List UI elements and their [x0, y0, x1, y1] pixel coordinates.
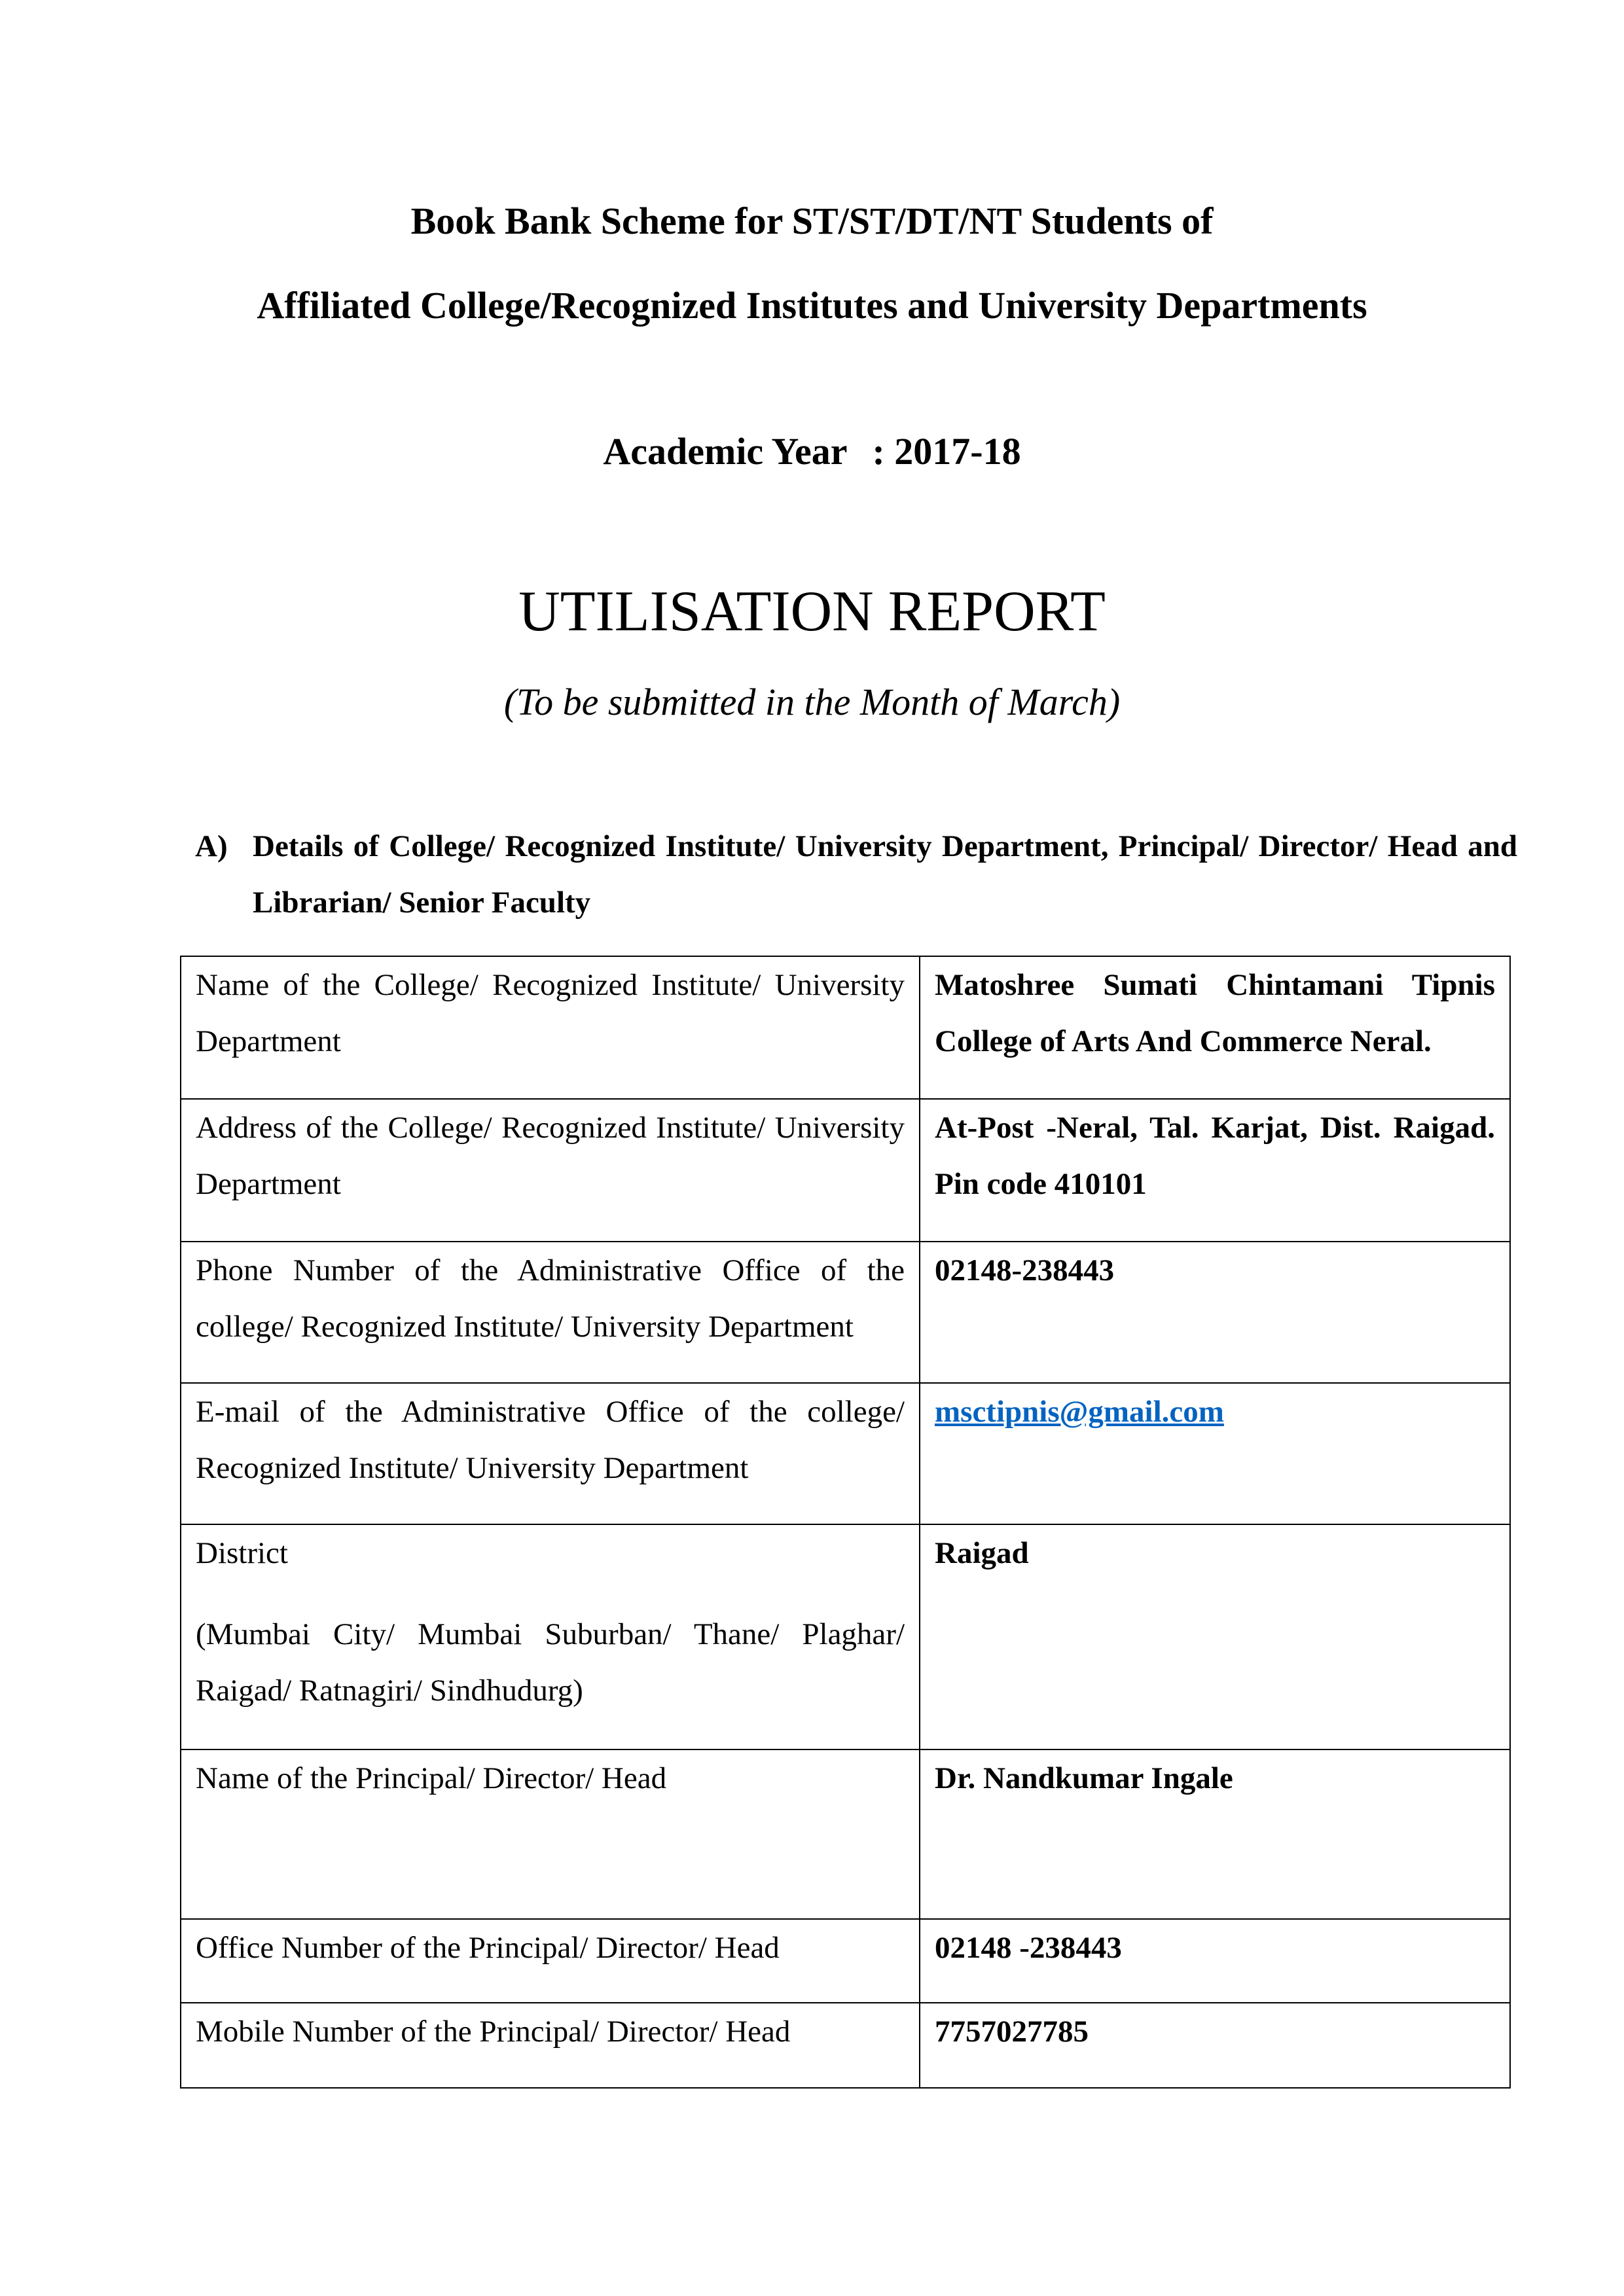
academic-year-value: : 2017-18 [872, 430, 1021, 473]
row-value-address: At-Post -Neral, Tal. Karjat, Dist. Raigad. Pin code 410101 [920, 1099, 1510, 1242]
row-label-mobile-number: Mobile Number of the Principal/ Director/ Head [181, 2003, 920, 2088]
row-label-phone: Phone Number of the Administrative Office of the college/ Recognized Institute/ University Department [181, 1242, 920, 1383]
row-label-address: Address of the College/ Recognized Institute/ University Department [181, 1099, 920, 1242]
scheme-title-line-2: Affiliated College/Recognized Institutes and University Departments [257, 284, 1367, 327]
details-table [180, 956, 1511, 2089]
academic-year [0, 429, 1624, 475]
table-row [181, 1383, 1510, 1524]
row-label-email: E-mail of the Administrative Office of the college/ Recognized Institute/ University Department [181, 1383, 920, 1524]
section-a-heading [195, 818, 1517, 931]
row-value-mobile-number: 7757027785 [920, 2003, 1510, 2088]
section-heading-text: Details of College/ Recognized Institute/ University Department, Principal/ Director/ Head and Librarian/ Senior Faculty [253, 829, 1517, 920]
report-subtitle: (To be submitted in the Month of March) [503, 681, 1121, 723]
table-row [181, 1749, 1510, 1919]
table-row [181, 1099, 1510, 1242]
row-value-district: Raigad [920, 1524, 1510, 1749]
table-row [181, 2003, 1510, 2088]
table-row [181, 956, 1510, 1099]
report-title: UTILISATION REPORT [518, 580, 1106, 643]
row-value-phone: 02148-238443 [920, 1242, 1510, 1383]
district-options-note: (Mumbai City/ Mumbai Suburban/ Thane/ Plaghar/ Raigad/ Ratnagiri/ Sindhudurg) [196, 1617, 905, 1708]
row-value-office-number: 02148 -238443 [920, 1919, 1510, 2003]
row-label-office-number: Office Number of the Principal/ Director/ Head [181, 1919, 920, 2003]
scheme-title-line-1: Book Bank Scheme for ST/ST/DT/NT Students of [410, 200, 1214, 242]
table-row [181, 1242, 1510, 1383]
section-marker: A) [195, 829, 228, 863]
email-link[interactable]: msctipnis@gmail.com [935, 1395, 1224, 1429]
table-row [181, 1919, 1510, 2003]
row-value-college-name: Matoshree Sumati Chintamani Tipnis College of Arts And Commerce Neral. [920, 956, 1510, 1099]
row-label-district [181, 1524, 920, 1749]
row-value-email [920, 1383, 1510, 1524]
district-label: District [196, 1536, 288, 1570]
table-row [181, 1524, 1510, 1749]
academic-year-label: Academic Year [603, 430, 848, 473]
row-value-principal-name: Dr. Nandkumar Ingale [920, 1749, 1510, 1919]
row-label-principal-name: Name of the Principal/ Director/ Head [181, 1749, 920, 1919]
row-label-college-name: Name of the College/ Recognized Institute/ University Department [181, 956, 920, 1099]
